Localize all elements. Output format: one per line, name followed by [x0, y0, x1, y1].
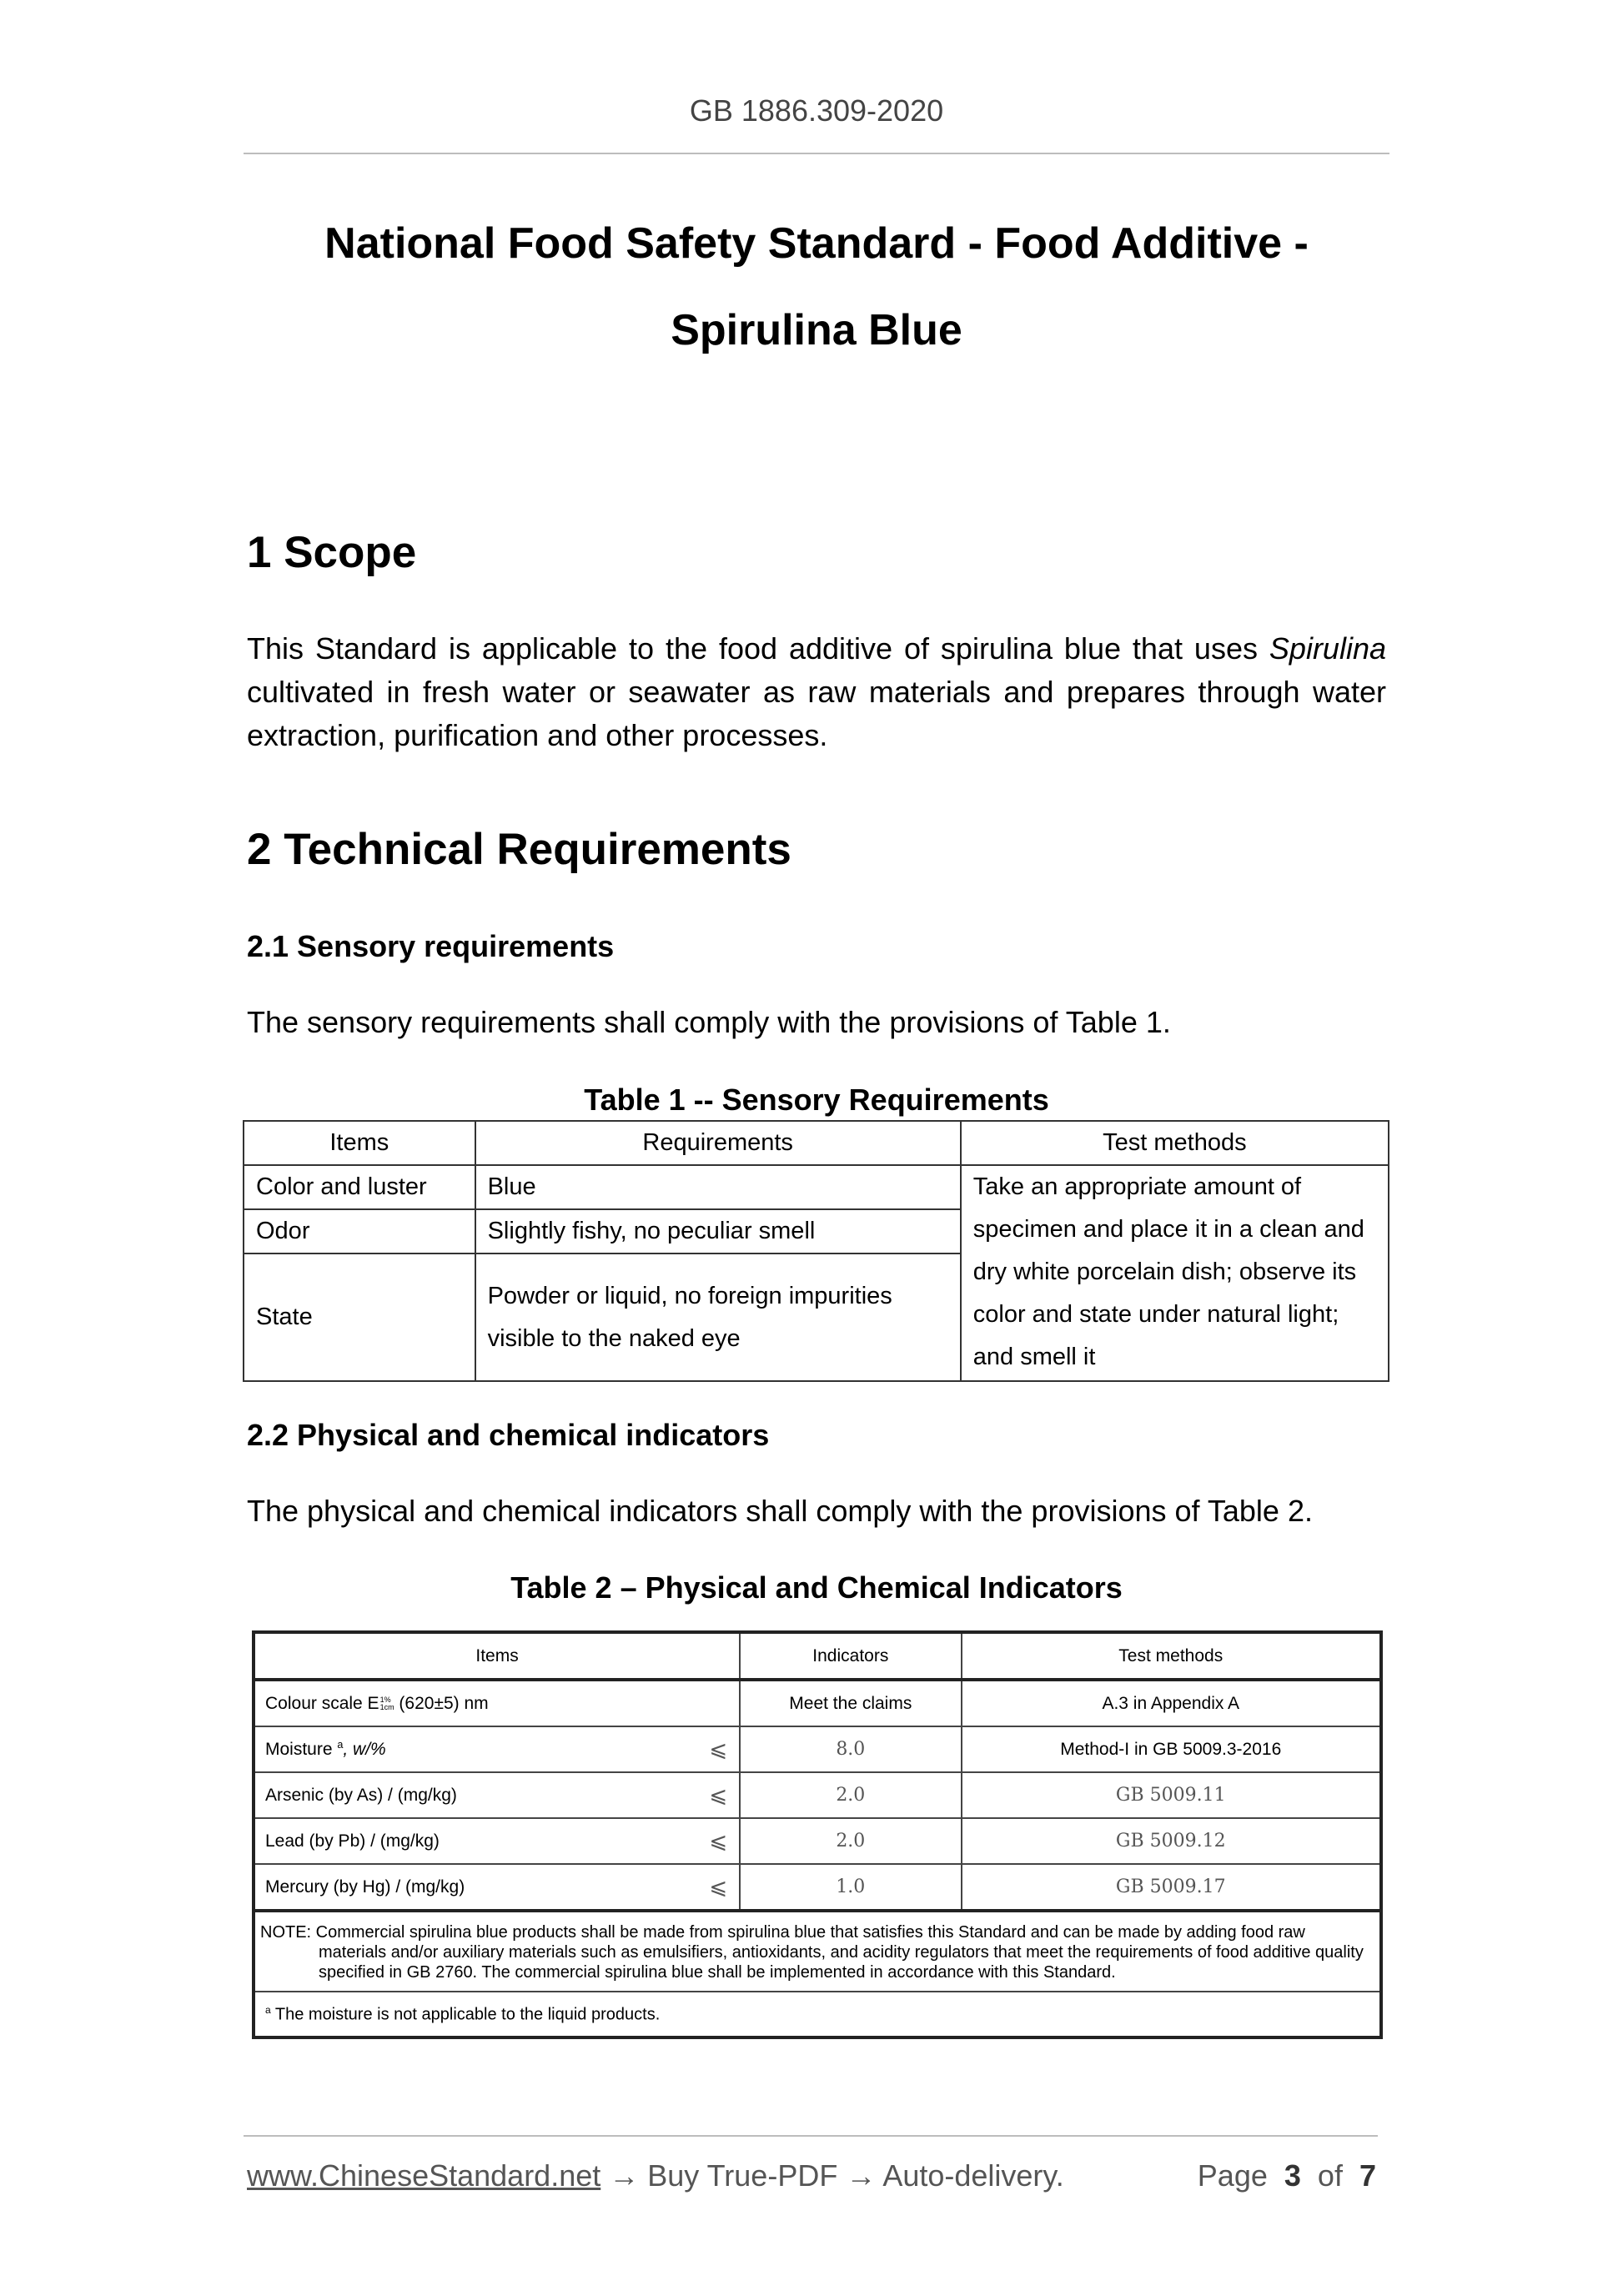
table-cell-item: [254, 1772, 740, 1818]
header-divider: [244, 153, 1389, 154]
table-cell-item: State: [244, 1254, 475, 1381]
note-continuation: materials and/or auxiliary materials such as emulsifiers, antioxidants, and acidity regulators that meet the requirements of food additive quality specified in GB 2760. The commercial spirulina blue shall be implemented in accordance with this Standard.: [319, 1943, 1364, 1982]
of-word: of: [1317, 2158, 1343, 2193]
table-cell-indicator: Meet the claims: [740, 1680, 961, 1726]
less-equal-symbol: ⩽: [709, 1874, 728, 1900]
item-suffix: (620±5) nm: [394, 1693, 489, 1713]
test-method-line: color and state under natural light;: [972, 1301, 1339, 1328]
table-cell-indicator: 1.0: [740, 1864, 961, 1911]
document-header: GB 1886.309-2020: [689, 93, 944, 128]
less-equal-symbol: ⩽: [709, 1736, 728, 1762]
table-row: [254, 1772, 1381, 1818]
scope-text-italic: Spirulina: [1269, 631, 1386, 666]
technical-heading: 2 Technical Requirements: [247, 825, 791, 874]
table-cell-item: [254, 1864, 740, 1911]
item-superscript: 1%: [379, 1695, 391, 1704]
table-cell-item: [254, 1726, 740, 1772]
sensory-intro: The sensory requirements shall comply with the provisions of Table 1.: [247, 1005, 1171, 1039]
test-method-line: and smell it: [972, 1344, 1096, 1370]
footer-tagline: → Buy True-PDF → Auto-delivery.: [600, 2158, 1064, 2193]
table-cell-item: Odor: [244, 1209, 475, 1254]
requirement-line: visible to the naked eye: [487, 1324, 741, 1352]
item-suffix: , w/%: [343, 1740, 386, 1759]
table-cell-item: [254, 1680, 740, 1726]
note-first-line: NOTE: Commercial spirulina blue products shall be made from spirulina blue that satisfies this Standard and can be made by adding food raw: [260, 1923, 1305, 1942]
table2-caption: Table 2 – Physical and Chemical Indicators: [510, 1570, 1123, 1605]
table-cell-indicator: 2.0: [740, 1772, 961, 1818]
table-cell-test-method: GB 5009.11: [962, 1772, 1381, 1818]
column-header: Requirements: [475, 1121, 961, 1165]
table-row: [254, 1864, 1381, 1911]
table-cell-indicator: 8.0: [740, 1726, 961, 1772]
table-cell-test-method: GB 5009.12: [962, 1818, 1381, 1864]
table-cell-test-method: GB 5009.17: [962, 1864, 1381, 1911]
item-text: Moisture: [265, 1740, 338, 1759]
column-header: Test methods: [961, 1121, 1389, 1165]
less-equal-symbol: ⩽: [709, 1782, 728, 1808]
item-superscript: a: [337, 1739, 344, 1751]
table-footnote-row: [254, 1992, 1381, 2037]
table1-caption: Table 1 -- Sensory Requirements: [584, 1083, 1049, 1117]
table-row: [254, 1818, 1381, 1864]
test-method-line: dry white porcelain dish; observe its: [972, 1259, 1357, 1285]
table-cell-requirement: Slightly fishy, no peculiar smell: [475, 1209, 961, 1254]
title-line-2: Spirulina Blue: [671, 306, 962, 354]
table-row: [254, 1726, 1381, 1772]
scope-heading: 1 Scope: [247, 528, 417, 577]
column-header: Items: [254, 1632, 740, 1680]
table-row: [244, 1165, 1389, 1209]
column-header: Indicators: [740, 1632, 961, 1680]
page-total: 7: [1359, 2158, 1376, 2193]
scope-text-after: cultivated in fresh water or seawater as raw materials and prepares through water extraction, purification and other processes.: [247, 675, 1386, 752]
footer-divider: [244, 2135, 1378, 2137]
page-word: Page: [1197, 2158, 1268, 2193]
scope-text-before: This Standard is applicable to the food additive of spirulina blue that uses: [247, 631, 1269, 666]
scope-paragraph: [247, 627, 1386, 757]
less-equal-symbol: ⩽: [709, 1828, 728, 1854]
title-line-1: National Food Safety Standard - Food Additive -: [324, 219, 1309, 268]
table-cell-test-method: Method-I in GB 5009.3-2016: [962, 1726, 1381, 1772]
table-cell-test-method: [961, 1165, 1389, 1381]
physchem-intro: The physical and chemical indicators shall comply with the provisions of Table 2.: [247, 1494, 1313, 1528]
table-cell-item: [254, 1818, 740, 1864]
table-header-row: [244, 1121, 1389, 1165]
item-subscript: 1cm: [379, 1702, 394, 1711]
table-cell-item: Color and luster: [244, 1165, 475, 1209]
item-text: Arsenic (by As) / (mg/kg): [265, 1785, 457, 1805]
footnote-text: The moisture is not applicable to the liquid products.: [270, 2005, 661, 2024]
item-text: Mercury (by Hg) / (mg/kg): [265, 1876, 465, 1897]
item-text: Colour scale E: [265, 1693, 379, 1713]
footnote-mark: a: [265, 2003, 271, 2016]
table-footnote: [254, 1992, 1381, 2037]
item-text: Lead (by Pb) / (mg/kg): [265, 1831, 440, 1851]
sensory-heading: 2.1 Sensory requirements: [247, 929, 615, 963]
table-cell-test-method: A.3 in Appendix A: [962, 1680, 1381, 1726]
test-method-line: specimen and place it in a clean and: [972, 1216, 1364, 1243]
table-cell-requirement: Blue: [475, 1165, 961, 1209]
table-row: [254, 1680, 1381, 1726]
table-note: [254, 1911, 1381, 1992]
table-note-row: [254, 1911, 1381, 1992]
test-method-line: Take an appropriate amount of: [972, 1173, 1302, 1200]
table-header-row: [254, 1632, 1381, 1680]
table-cell-requirement: [475, 1254, 961, 1381]
item-super-sub: [380, 1696, 394, 1711]
table-cell-indicator: 2.0: [740, 1818, 961, 1864]
column-header: Items: [244, 1121, 475, 1165]
sensory-table: [243, 1120, 1389, 1382]
column-header: Test methods: [962, 1632, 1381, 1680]
physchem-heading: 2.2 Physical and chemical indicators: [247, 1418, 770, 1452]
requirement-line: Powder or liquid, no foreign impurities: [487, 1282, 892, 1309]
footer-left: [247, 2158, 1064, 2193]
page-number: 3: [1284, 2158, 1301, 2193]
page-indicator: [1198, 2158, 1376, 2193]
website-link[interactable]: www.ChineseStandard.net: [247, 2158, 601, 2193]
physchem-table: [252, 1630, 1383, 2039]
